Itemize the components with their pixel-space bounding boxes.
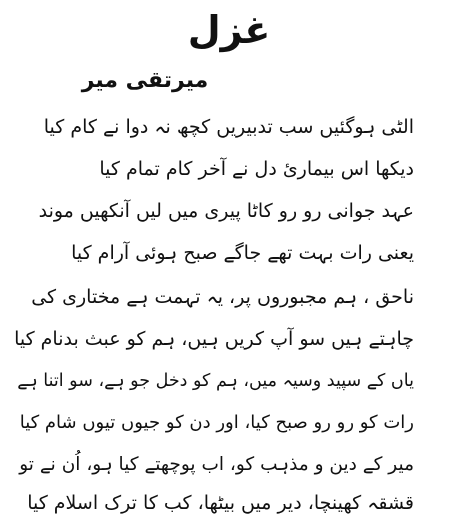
- couplet-3-line-2: چاہتے ہیں سو آپ کریں ہیں، ہم کو عبث بدنام کیا: [14, 328, 414, 350]
- couplet-3-line-1: ناحق ، ہم مجبوروں پر، یہ تہمت ہے مختاری کی: [31, 286, 414, 308]
- couplet-2-line-1: عہد جوانی رو رو کاٹا پیری میں لیں آنکھیں موند: [38, 200, 414, 222]
- poet-name: میرتقی میر: [81, 68, 209, 93]
- couplet-5-line-2: قشقہ کھینچا، دیر میں بیٹھا، کب کا ترک اسلام کیا: [27, 492, 414, 514]
- couplet-1-line-2: دیکھا اس بیماریٔ دل نے آخر کام تمام کیا: [99, 158, 414, 180]
- couplet-4-line-2: رات کو رو رو صبح کیا، اور دن کو جیوں تیوں شام کیا: [19, 412, 414, 433]
- couplet-5-line-1: میر کے دین و مذہب کو، اب پوچھتے کیا ہو، اُن نے تو: [19, 454, 414, 475]
- couplet-1-line-1: الٹی ہوگئیں سب تدبیریں کچھ نہ دوا نے کام کیا: [43, 116, 414, 138]
- page-title: غزل: [187, 8, 271, 52]
- couplet-2-line-2: یعنی رات بہت تھے جاگے صبح ہوئی آرام کیا: [71, 242, 414, 264]
- couplet-4-line-1: یاں کے سپید وسیہ میں، ہم کو دخل جو ہے، سو اتنا ہے: [17, 371, 414, 391]
